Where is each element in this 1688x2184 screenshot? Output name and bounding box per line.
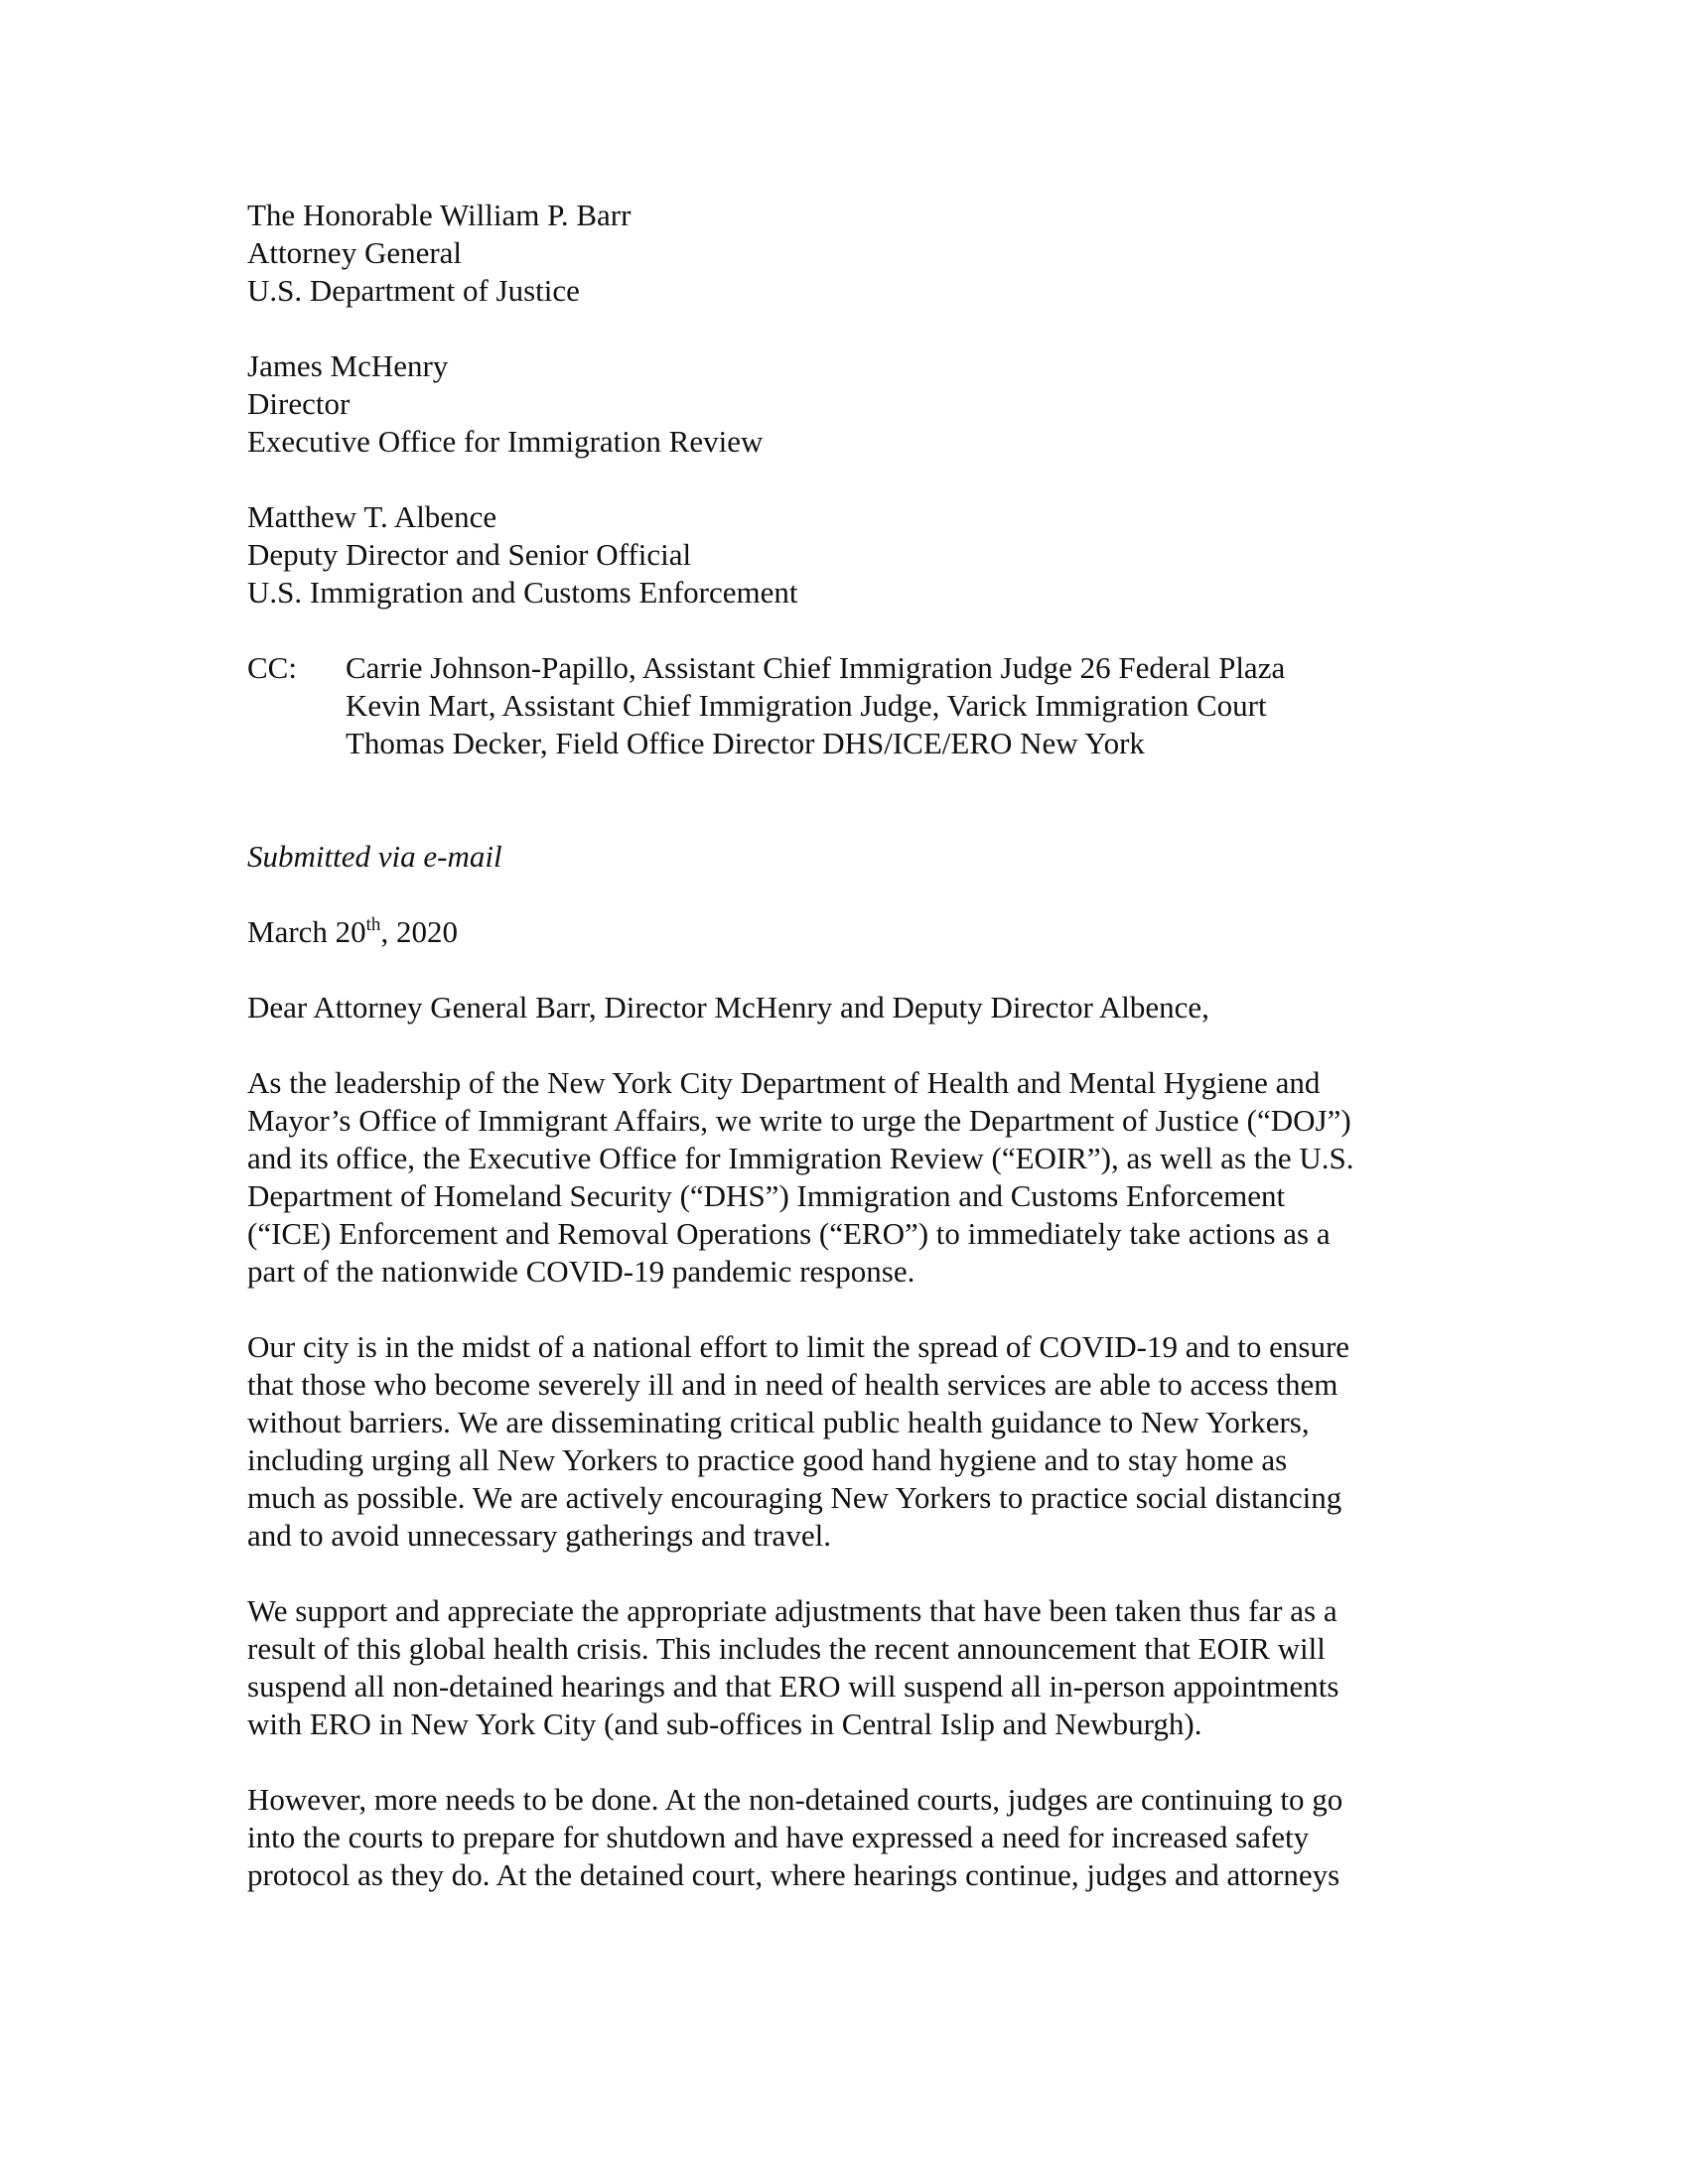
cc-line: Kevin Mart, Assistant Chief Immigration Judge, Varick Immigration Court — [346, 688, 1267, 723]
recipient-block-mchenry — [247, 347, 1439, 461]
spacer — [247, 1555, 1439, 1592]
paragraph-line: including urging all New Yorkers to practice good hand hygiene and to stay home as — [247, 1442, 1288, 1477]
cc-block — [247, 649, 1439, 762]
recipient-title: Attorney General — [247, 235, 463, 270]
spacer — [247, 1743, 1439, 1781]
paragraph-line: without barriers. We are disseminating critical public health guidance to New Yorkers, — [247, 1405, 1310, 1439]
cc-label: CC: — [247, 650, 297, 685]
recipient-name: Matthew T. Albence — [247, 499, 497, 534]
letter-body — [247, 197, 1439, 1894]
paragraph-line: As the leadership of the New York City Department of Health and Mental Hygiene and — [247, 1065, 1321, 1100]
paragraph-line: Mayor’s Office of Immigrant Affairs, we write to urge the Department of Justice (“DOJ”) — [247, 1103, 1351, 1138]
date-ordinal-suffix: th — [365, 914, 381, 935]
paragraph-line: Department of Homeland Security (“DHS”) Immigration and Customs Enforcement — [247, 1178, 1286, 1213]
cc-line: Thomas Decker, Field Office Director DHS/ICE/ERO New York — [346, 726, 1145, 760]
recipient-title: Director — [247, 386, 351, 421]
cc-list — [346, 649, 1285, 762]
paragraph-line: result of this global health crisis. This includes the recent announcement that EOIR will — [247, 1631, 1326, 1666]
recipient-block-albence — [247, 498, 1439, 612]
recipient-org: Executive Office for Immigration Review — [247, 424, 764, 459]
letter-date — [247, 913, 1439, 951]
paragraph-adjustments — [247, 1592, 1439, 1743]
paragraph-line: suspend all non-detained hearings and that ERO will suspend all in-person appointments — [247, 1669, 1339, 1704]
spacer — [247, 1026, 1439, 1064]
paragraph-more-needed — [247, 1781, 1439, 1894]
recipient-name: The Honorable William P. Barr — [247, 198, 632, 232]
paragraph-line: However, more needs to be done. At the non-detained courts, judges are continuing to go — [247, 1782, 1343, 1817]
spacer — [247, 951, 1439, 989]
spacer — [247, 1291, 1439, 1328]
paragraph-line: Our city is in the midst of a national effort to limit the spread of COVID-19 and to ensure — [247, 1329, 1350, 1364]
paragraph-line: and to avoid unnecessary gatherings and travel. — [247, 1518, 831, 1553]
submission-note: Submitted via e-mail — [247, 839, 502, 874]
paragraph-line: We support and appreciate the appropriate adjustments that have been taken thus far as a — [247, 1593, 1337, 1628]
recipient-title: Deputy Director and Senior Official — [247, 537, 692, 572]
paragraph-line: part of the nationwide COVID-19 pandemic response. — [247, 1254, 915, 1289]
paragraph-line: protocol as they do. At the detained court, where hearings continue, judges and attorneys — [247, 1857, 1340, 1892]
paragraph-line: into the courts to prepare for shutdown and have expressed a need for increased safety — [247, 1820, 1310, 1854]
recipient-name: James McHenry — [247, 348, 449, 383]
paragraph-line: much as possible. We are actively encouraging New Yorkers to practice social distancing — [247, 1480, 1342, 1515]
paragraph-line: with ERO in New York City (and sub-offices in Central Islip and Newburgh). — [247, 1706, 1202, 1741]
date-month-day: March 20 — [247, 914, 366, 949]
spacer — [247, 876, 1439, 913]
spacer — [247, 762, 1439, 838]
salutation: Dear Attorney General Barr, Director McHenry and Deputy Director Albence, — [247, 990, 1209, 1024]
date-year: , 2020 — [380, 914, 458, 949]
recipient-org: U.S. Department of Justice — [247, 273, 580, 308]
paragraph-line: and its office, the Executive Office for Immigration Review (“EOIR”), as well as the U.S. — [247, 1141, 1354, 1175]
paragraph-line: (“ICE) Enforcement and Removal Operations (“ERO”) to immediately take actions as a — [247, 1216, 1331, 1251]
paragraph-line: that those who become severely ill and in need of health services are able to access them — [247, 1367, 1338, 1402]
cc-line: Carrie Johnson-Papillo, Assistant Chief Immigration Judge 26 Federal Plaza — [346, 650, 1286, 685]
recipient-org: U.S. Immigration and Customs Enforcement — [247, 575, 798, 610]
paragraph-request — [247, 1064, 1439, 1291]
recipient-block-barr — [247, 197, 1439, 310]
paragraph-city-effort — [247, 1328, 1439, 1555]
